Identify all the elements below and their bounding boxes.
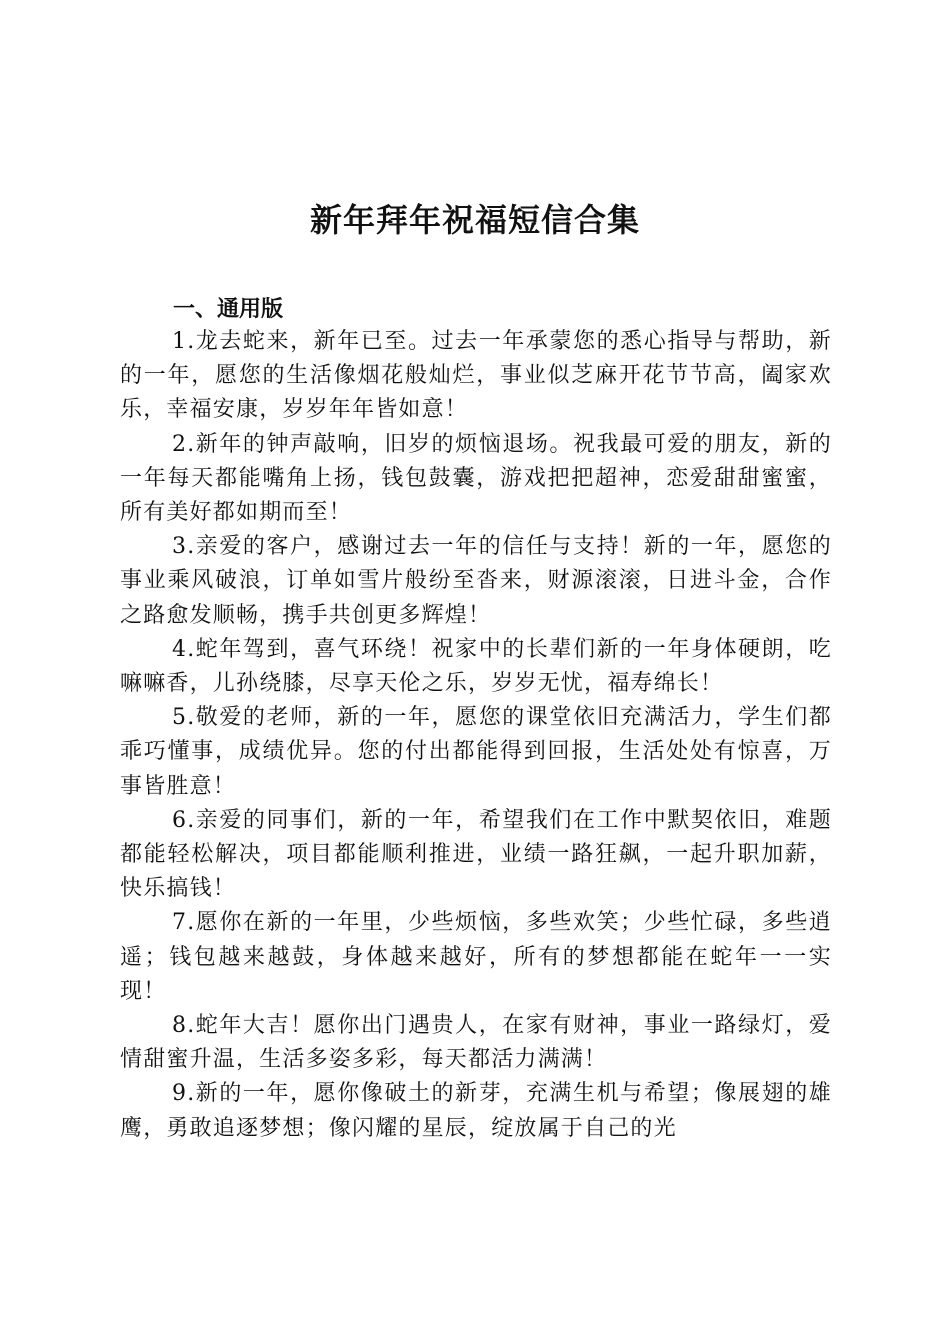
greeting-paragraph-5: 5.敬爱的老师，新的一年，愿您的课堂依旧充满活力，学生们都乖巧懂事，成绩优异。您的付出都能得到回报，生活处处有惊喜，万事皆胜意！ bbox=[120, 705, 832, 799]
greeting-paragraph-2: 2.新年的钟声敲响，旧岁的烦恼退场。祝我最可爱的朋友，新的一年每天都能嘴角上扬，钱包鼓囊，游戏把把超神，恋爱甜甜蜜蜜，所有美好都如期而至！ bbox=[120, 431, 832, 526]
page-title: 新年拜年祝福短信合集 bbox=[309, 201, 640, 239]
greeting-paragraph-9: 9.新的一年，愿你像破土的新芽，充满生机与希望；像展翅的雄鹰，勇敢追逐梦想；像闪耀的星辰，绽放属于自己的光 bbox=[120, 1081, 832, 1141]
body-text bbox=[120, 325, 832, 1146]
greeting-paragraph-3: 3.亲爱的客户，感谢过去一年的信任与支持！新的一年，愿您的事业乘风破浪，订单如雪片般纷至沓来，财源滚滚，日进斗金，合作之路愈发顺畅，携手共创更多辉煌！ bbox=[120, 534, 832, 628]
greeting-paragraph-1: 1.龙去蛇来，新年已至。过去一年承蒙您的悉心指导与帮助，新的一年，愿您的生活像烟花般灿烂，事业似芝麻开花节节高，阖家欢乐，幸福安康，岁岁年年皆如意！ bbox=[120, 329, 832, 423]
greeting-paragraph-4: 4.蛇年驾到，喜气环绕！祝家中的长辈们新的一年身体硬朗，吃嘛嘛香，儿孙绕膝，尽享天伦之乐，岁岁无忧，福寿绵长！ bbox=[120, 636, 832, 697]
greeting-paragraph-8: 8.蛇年大吉！愿你出门遇贵人，在家有财神，事业一路绿灯，爱情甜蜜升温，生活多姿多彩，每天都活力满满！ bbox=[120, 1013, 832, 1073]
greeting-paragraph-7: 7.愿你在新的一年里，少些烦恼，多些欢笑；少些忙碌，多些逍遥；钱包越来越鼓，身体越来越好，所有的梦想都能在蛇年一一实现！ bbox=[120, 910, 832, 1004]
greeting-paragraph-6: 6.亲爱的同事们，新的一年，希望我们在工作中默契依旧，难题都能轻松解决，项目都能顺利推进，业绩一路狂飙，一起升职加薪，快乐搞钱！ bbox=[120, 807, 832, 902]
section-heading: 一、通用版 bbox=[173, 297, 284, 322]
